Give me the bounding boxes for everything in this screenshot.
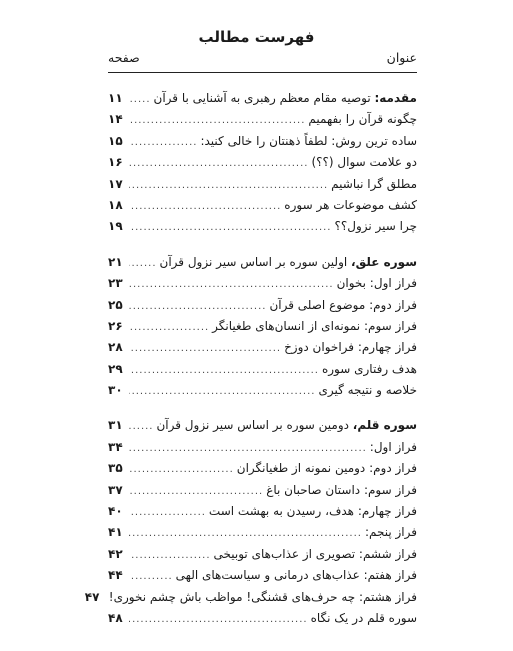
toc-entry-text: فراز هفتم: عذاب‌های درمانی و سیاست‌های الهی (175, 568, 417, 583)
toc-entry[interactable] (108, 131, 417, 152)
toc-entry[interactable] (108, 195, 417, 216)
dot-leader (129, 502, 206, 523)
toc-entry[interactable] (108, 337, 417, 358)
dot-leader (129, 296, 266, 317)
toc-entry[interactable] (108, 174, 417, 195)
toc-entry-page-number: ۱۶ (108, 155, 123, 170)
page-title: فهرست مطالب (198, 28, 315, 46)
toc-entry-text: ساده ترین روش: لطفاً ذهنتان را خالی کنید: (200, 133, 417, 148)
toc-entry[interactable] (108, 316, 417, 337)
toc-entry[interactable] (108, 359, 417, 380)
toc-entry-text: فراز هشتم: چه حرف‌های قشنگی! مواظب باش چشم نخوری! (108, 589, 417, 604)
toc-entry-title (308, 109, 417, 130)
dot-leader (129, 381, 315, 402)
toc-entry-text: فراز دوم: موضوع اصلی قرآن (269, 297, 417, 312)
toc-entry-text: توصیه مقام معظم رهبری به آشنایی با قرآن (153, 91, 375, 105)
toc-entry-text: فراز چهارم: فراخوان دوزخ (284, 340, 417, 355)
dot-leader (129, 609, 308, 630)
dot-leader (129, 253, 157, 274)
toc-entry[interactable] (108, 480, 417, 501)
toc-entry-bold-prefix: سوره علق، (351, 254, 417, 269)
toc-entry-title (284, 337, 417, 358)
toc-entry-page-number: ۱۸ (108, 197, 123, 212)
toc-entry-title (200, 131, 417, 152)
toc-entry-text: خلاصه و نتیجه گیری (318, 383, 417, 398)
dot-leader (129, 217, 331, 238)
toc-entry-title (365, 522, 417, 543)
toc-list (84, 88, 417, 643)
toc-entry-title (109, 587, 417, 608)
toc-entry[interactable] (108, 216, 417, 237)
toc-entry-title (209, 501, 417, 522)
toc-entry[interactable] (108, 501, 417, 522)
toc-entry-title (266, 480, 417, 501)
toc-entry-title (337, 273, 417, 294)
toc-entry[interactable] (108, 415, 417, 436)
toc-entry-text: فراز اول: (369, 439, 417, 454)
toc-entry[interactable] (108, 88, 417, 109)
toc-entry-page-number: ۴۸ (108, 610, 123, 625)
toc-entry[interactable] (108, 565, 417, 586)
toc-section (108, 88, 417, 238)
toc-entry-text: سوره قلم در یک نگاه (310, 610, 417, 625)
toc-entry[interactable] (108, 380, 417, 401)
toc-entry-text: فراز سوم: نمونه‌ای از انسان‌های طغیانگر (212, 318, 417, 333)
toc-entry-title (160, 252, 417, 273)
toc-entry-text: دومین سوره بر اساس سیر نزول قرآن (156, 418, 353, 433)
toc-entry-page-number: ۳۵ (108, 461, 123, 476)
toc-entry-page-number: ۳۱ (108, 418, 123, 433)
toc-entry[interactable] (108, 109, 417, 130)
dot-leader (129, 132, 197, 153)
toc-entry-title (322, 359, 417, 380)
toc-entry-text: چرا سیر نزول؟؟ (334, 219, 417, 234)
toc-entry-title (269, 295, 417, 316)
toc-entry-page-number: ۳۷ (108, 482, 123, 497)
toc-entry-text: هدف رفتاری سوره (321, 361, 417, 376)
toc-entry[interactable] (108, 152, 417, 173)
dot-leader (129, 566, 173, 587)
dot-leader (129, 545, 211, 566)
toc-entry-text: فراز ششم: تصویری از عذاب‌های توبیخی (213, 546, 417, 561)
toc-entry-page-number: ۱۷ (108, 176, 123, 191)
toc-entry-text: دو علامت سوال (؟؟) (311, 155, 417, 170)
column-title-label: عنوان (386, 50, 417, 65)
toc-entry-title (154, 88, 417, 109)
dot-leader (129, 175, 328, 196)
toc-entry[interactable] (108, 273, 417, 294)
dot-leader (129, 153, 308, 174)
toc-entry-title (214, 544, 418, 565)
toc-entry-text: اولین سوره بر اساس سیر نزول قرآن (159, 254, 352, 269)
dot-leader (129, 317, 209, 338)
toc-entry-title (176, 565, 417, 586)
toc-entry-text: فراز سوم: داستان صاحبان باغ (266, 482, 417, 497)
dot-leader (129, 481, 263, 502)
dot-leader (129, 196, 281, 217)
toc-entry-page-number: ۴۱ (108, 525, 123, 540)
dot-leader (129, 274, 334, 295)
toc-entry-text: مطلق گرا نباشیم (331, 176, 417, 191)
toc-entry-page-number: ۲۳ (108, 276, 123, 291)
toc-section (108, 252, 417, 402)
toc-entry[interactable] (84, 587, 417, 608)
toc-entry-page-number: ۴۲ (108, 546, 123, 561)
toc-entry-title (212, 316, 417, 337)
toc-entry-page-number: ۲۱ (108, 254, 123, 269)
toc-entry-page-number: ۲۵ (108, 297, 123, 312)
toc-entry-page-number: ۱۹ (108, 219, 123, 234)
toc-entry[interactable] (108, 522, 417, 543)
toc-entry-page-number: ۱۱ (108, 91, 123, 105)
toc-entry-page-number: ۳۰ (108, 383, 123, 398)
toc-entry[interactable] (108, 252, 417, 273)
toc-entry-text: کشف موضوعات هر سوره (284, 197, 417, 212)
toc-entry[interactable] (108, 544, 417, 565)
toc-entry-bold-prefix: سوره قلم، (352, 418, 417, 433)
dot-leader (129, 360, 319, 381)
toc-entry-page-number: ۱۵ (108, 133, 123, 148)
toc-entry[interactable] (108, 295, 417, 316)
toc-entry-text: چگونه قرآن را بفهمیم (308, 112, 417, 127)
toc-entry-text: فراز اول: بخوان (336, 276, 417, 291)
dot-leader (129, 523, 362, 544)
column-page-label: صفحه (108, 50, 140, 65)
toc-entry[interactable] (108, 458, 417, 479)
toc-entry-title (237, 458, 417, 479)
column-header (108, 50, 417, 70)
header-divider (108, 72, 417, 73)
toc-entry-title (156, 415, 417, 436)
toc-entry-title (318, 380, 417, 401)
toc-entry-page-number: ۴۷ (84, 589, 100, 604)
dot-leader (129, 438, 367, 459)
dot-leader (129, 459, 234, 480)
toc-entry-title (370, 437, 417, 458)
toc-entry-title (334, 216, 417, 237)
toc-entry-title (284, 195, 417, 216)
toc-entry-text: فراز پنجم: (364, 525, 417, 540)
toc-entry-title (331, 174, 417, 195)
toc-entry-page-number: ۴۴ (108, 568, 123, 583)
dot-leader (129, 416, 153, 437)
toc-entry[interactable] (108, 437, 417, 458)
dot-leader (129, 89, 151, 110)
toc-entry-page-number: ۲۶ (108, 318, 123, 333)
toc-entry-page-number: ۲۸ (108, 340, 123, 355)
toc-entry-title (311, 608, 417, 629)
toc-entry-title (311, 152, 417, 173)
toc-entry-page-number: ۴۰ (108, 504, 123, 519)
toc-entry-page-number: ۱۴ (108, 112, 123, 127)
toc-entry[interactable] (108, 608, 417, 629)
toc-entry-page-number: ۲۹ (108, 361, 123, 376)
toc-entry-page-number: ۳۴ (108, 439, 123, 454)
toc-entry-text: فراز دوم: دومین نمونه از طغیانگران (236, 461, 417, 476)
toc-entry-text: فراز چهارم: هدف، رسیدن به بهشت است (208, 504, 417, 519)
toc-entry-bold-prefix: مقدمه: (374, 91, 417, 105)
dot-leader (129, 110, 305, 131)
dot-leader (129, 338, 281, 359)
toc-section (84, 415, 417, 629)
